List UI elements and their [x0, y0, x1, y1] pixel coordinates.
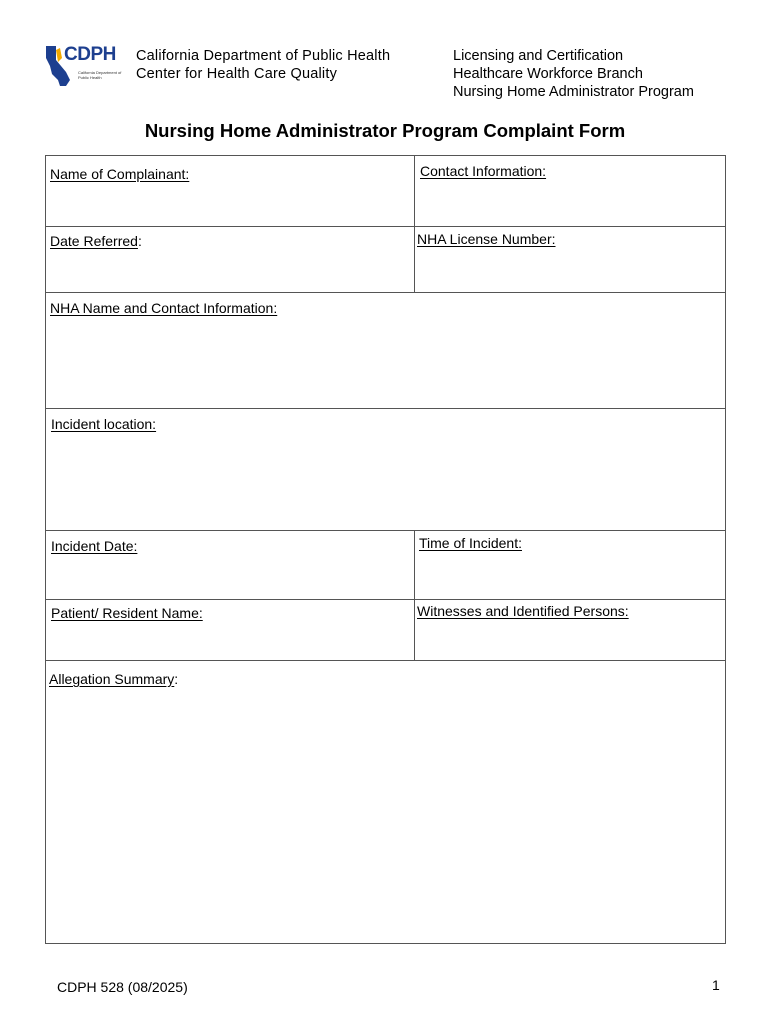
- contact-information-label: Contact Information:: [420, 163, 547, 179]
- incident-location-field[interactable]: [46, 409, 726, 530]
- time-of-incident-label: Time of Incident:: [419, 535, 522, 551]
- date-referred-label: [50, 233, 142, 249]
- complaint-form-table: [45, 155, 726, 944]
- cdph-logo: [44, 44, 126, 88]
- name-of-complainant-field[interactable]: [46, 156, 414, 226]
- name-of-complainant-label: Name of Complainant:: [50, 166, 190, 182]
- header-program-line3: Nursing Home Administrator Program: [453, 84, 694, 100]
- nha-name-contact-field[interactable]: [46, 293, 726, 408]
- page-number: 1: [712, 977, 720, 993]
- nha-license-number-label: NHA License Number:: [417, 231, 556, 247]
- patient-resident-name-field[interactable]: [46, 600, 414, 660]
- header-program: [453, 47, 694, 101]
- logo-subtext: California Department of Public Health: [78, 70, 122, 80]
- allegation-summary-field[interactable]: [46, 661, 726, 943]
- nha-name-contact-label: NHA Name and Contact Information:: [50, 300, 278, 316]
- logo-wordmark: CDPH: [64, 44, 116, 65]
- contact-information-field[interactable]: [415, 156, 726, 226]
- header-department-line2: Center for Health Care Quality: [136, 66, 338, 82]
- header-program-line1: Licensing and Certification: [453, 48, 624, 64]
- form-title: Nursing Home Administrator Program Complaint Form: [144, 120, 626, 141]
- date-referred-colon: :: [137, 233, 142, 249]
- header-program-line2: Healthcare Workforce Branch: [453, 66, 643, 82]
- incident-date-field[interactable]: [46, 531, 414, 599]
- allegation-summary-label: [49, 671, 178, 687]
- header-department-line1: California Department of Public Health: [136, 48, 391, 64]
- nha-license-number-field[interactable]: [415, 227, 726, 292]
- allegation-summary-colon: :: [174, 671, 179, 687]
- form-number: CDPH 528 (08/2025): [57, 979, 188, 995]
- header-department: [136, 47, 390, 83]
- time-of-incident-field[interactable]: [415, 531, 726, 599]
- date-referred-field[interactable]: [46, 227, 414, 292]
- witnesses-label: Witnesses and Identified Persons:: [417, 603, 629, 619]
- incident-location-label: Incident location:: [51, 416, 157, 432]
- patient-resident-name-label: Patient/ Resident Name:: [51, 605, 203, 621]
- witnesses-field[interactable]: [415, 600, 726, 660]
- allegation-summary-label-text: Allegation Summary: [49, 671, 175, 687]
- incident-date-label: Incident Date:: [51, 538, 138, 554]
- date-referred-label-text: Date Referred: [50, 233, 138, 249]
